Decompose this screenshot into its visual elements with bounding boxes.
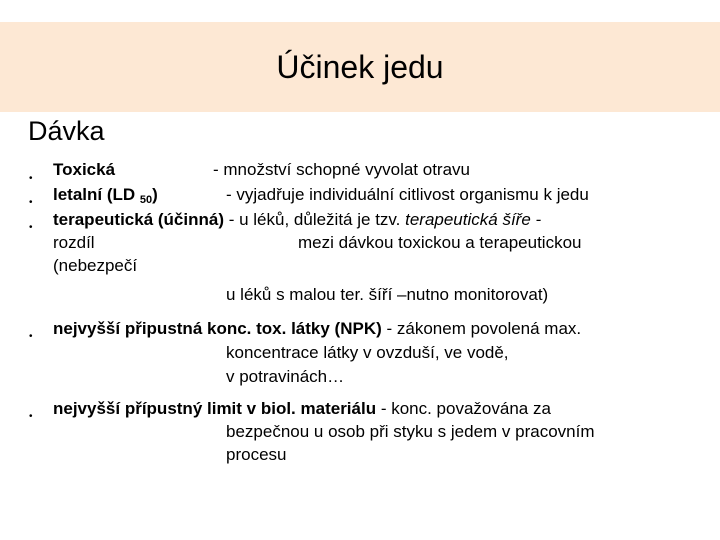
biolimit-line2: bezpečnou u osob při styku s jedem v pracovním [226,422,595,441]
lethal-term-subscript: 50 [139,194,153,206]
npk-term: nejvyšší připustná konc. tox. látky (NPK) [53,319,382,338]
biolimit-line3: procesu [226,445,287,464]
biolimit-term: nejvyšší přípustný limit v biol. materiálu [53,399,377,418]
bullet-marker: • [29,173,33,184]
bullet-marker: • [29,331,33,342]
npk-line3: v potravinách… [226,367,345,386]
slide-title [0,22,720,112]
slide-title-text: Účinek jedu [276,48,444,85]
therapeutic-line2-left: rozdíl [53,233,95,252]
item-therapeutic-line1 [53,209,541,231]
bullet-marker: • [29,197,33,208]
item-biolimit-line1 [53,398,551,420]
item-npk-line1 [53,318,581,340]
therapeutic-line4: u léků s malou ter. šíří –nutno monitorovat) [226,285,549,304]
therapeutic-line3: (nebezpečí [53,256,138,275]
therapeutic-term: terapeutická (účinná) [53,210,224,229]
lethal-term-suffix: ) [152,185,158,204]
section-heading: Dávka [28,116,105,146]
bullet-marker: • [29,411,33,422]
lethal-term-prefix: letalní (LD [53,185,140,204]
therapeutic-desc-italic: terapeutická šíře - [405,210,542,229]
item-lethal-term [53,184,158,211]
item-toxic-term: Toxická [53,160,116,179]
npk-desc-start: - zákonem povolená max. [381,319,582,338]
biolimit-desc-start: - konc. považována za [376,399,551,418]
npk-line2: koncentrace látky v ovzduší, ve vodě, [226,343,509,362]
bullet-marker: • [29,222,33,233]
item-lethal-desc: - vyjadřuje individuální citlivost organismu k jedu [226,185,589,204]
item-toxic-desc: - množství schopné vyvolat otravu [213,160,471,179]
therapeutic-desc-start: - u léků, důležitá je tzv. [224,210,406,229]
therapeutic-line2-right: mezi dávkou toxickou a terapeutickou [298,233,582,252]
